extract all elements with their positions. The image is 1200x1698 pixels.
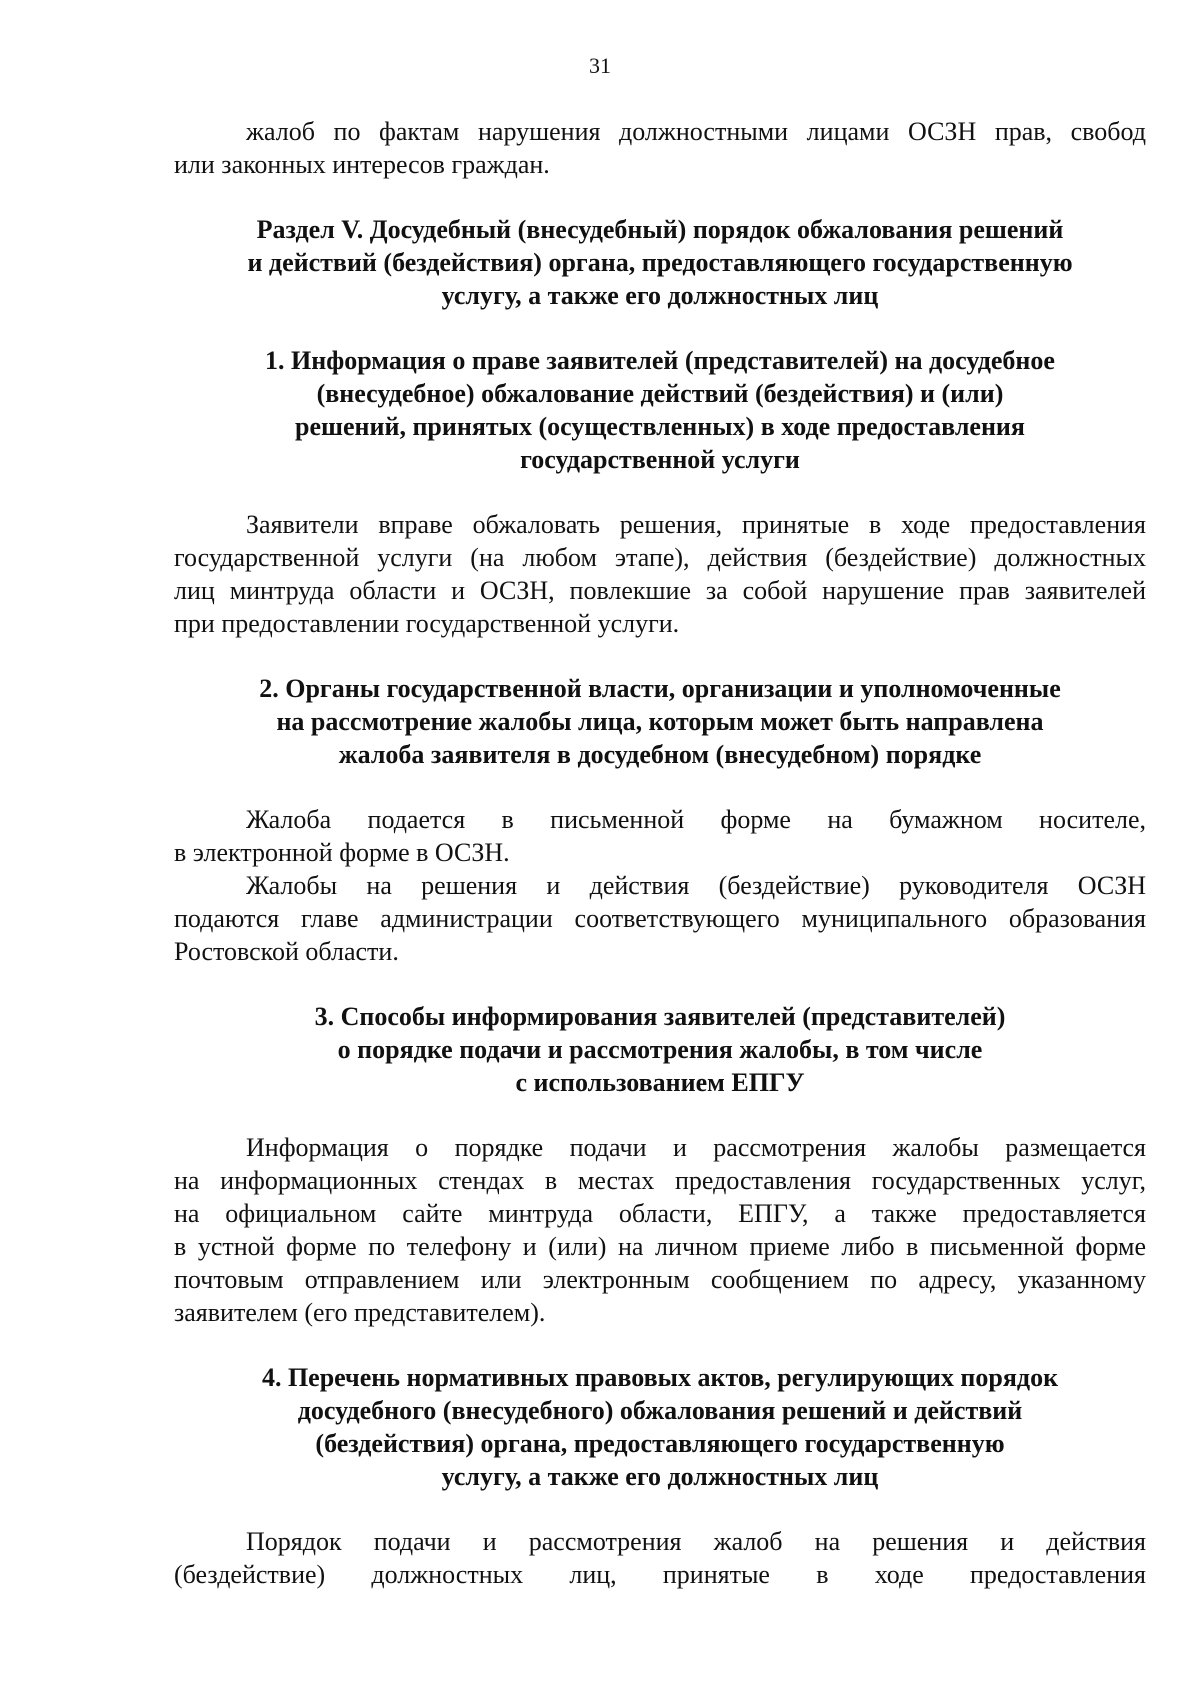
- subsection-title-line: 2. Органы государственной власти, организации и уполномоченные: [259, 674, 1061, 703]
- subsection-title-line: 1. Информация о праве заявителей (представителей) на досудебное: [265, 346, 1055, 375]
- subsection-title-line: 3. Способы информирования заявителей (представителей): [314, 1002, 1006, 1031]
- paragraph-line: Порядок подачи и рассмотрения жалоб на решения и действия: [246, 1527, 1146, 1556]
- subsection-3-paragraph: [174, 1131, 1146, 1329]
- paragraph-line: Жалобы на решения и действия (бездействие) руководителя ОСЗН: [246, 871, 1146, 900]
- document-body: [174, 115, 1146, 1591]
- section-title-line: и действий (бездействия) органа, предоставляющего государственную: [247, 248, 1073, 277]
- paragraph-line: (бездействие) должностных лиц, принятые в ходе предоставления: [174, 1560, 1146, 1589]
- subsection-title-line: государственной услуги: [520, 445, 800, 474]
- subsection-title-line: о порядке подачи и рассмотрения жалобы, в том числе: [337, 1035, 983, 1064]
- subsection-4-title: [174, 1361, 1146, 1493]
- subsection-title-line: (внесудебное) обжалование действий (бездействия) и (или): [316, 379, 1004, 408]
- intro-line-1: жалоб по фактам нарушения должностными лицами ОСЗН прав, свобод: [246, 117, 1146, 146]
- subsection-title-line: досудебного (внесудебного) обжалования решений и действий: [297, 1396, 1023, 1425]
- paragraph-line: в устной форме по телефону и (или) на личном приеме либо в письменной форме: [174, 1232, 1146, 1261]
- subsection-title-line: (бездействия) органа, предоставляющего государственную: [315, 1429, 1005, 1458]
- subsection-title-line: с использованием ЕПГУ: [515, 1068, 805, 1097]
- subsection-4-paragraph: [174, 1525, 1146, 1591]
- subsection-title-line: 4. Перечень нормативных правовых актов, регулирующих порядок: [261, 1363, 1059, 1392]
- subsection-2-title: [174, 672, 1146, 771]
- paragraph-line: на информационных стендах в местах предоставления государственных услуг,: [174, 1166, 1146, 1195]
- paragraph-line: Информация о порядке подачи и рассмотрения жалобы размещается: [246, 1133, 1146, 1162]
- section-title: [174, 213, 1146, 312]
- subsection-title-line: услугу, а также его должностных лиц: [441, 1462, 879, 1491]
- intro-paragraph: [174, 115, 1146, 181]
- paragraph-line: лиц минтруда области и ОСЗН, повлекшие за собой нарушение прав заявителей: [174, 576, 1146, 605]
- section-title-line: Раздел V. Досудебный (внесудебный) порядок обжалования решений: [256, 215, 1064, 244]
- subsection-2-paragraph-1: [174, 803, 1146, 869]
- paragraph-line: подаются главе администрации соответствующего муниципального образования: [174, 904, 1146, 933]
- subsection-title-line: на рассмотрение жалобы лица, которым может быть направлена: [276, 707, 1044, 736]
- section-title-line: услугу, а также его должностных лиц: [441, 281, 879, 310]
- paragraph-line: в электронной форме в ОСЗН.: [174, 838, 510, 867]
- paragraph-line: при предоставлении государственной услуги.: [174, 609, 680, 638]
- paragraph-line: государственной услуги (на любом этапе), действия (бездействие) должностных: [174, 543, 1146, 572]
- page-number: 31: [589, 53, 611, 78]
- intro-line-2: или законных интересов граждан.: [174, 150, 550, 179]
- subsection-1-title: [174, 344, 1146, 476]
- paragraph-line: Жалоба подается в письменной форме на бумажном носителе,: [246, 805, 1146, 834]
- subsection-3-title: [174, 1000, 1146, 1099]
- subsection-title-line: жалоба заявителя в досудебном (внесудебном) порядке: [338, 740, 982, 769]
- paragraph-line: почтовым отправлением или электронным сообщением по адресу, указанному: [174, 1265, 1146, 1294]
- subsection-1-paragraph: [174, 508, 1146, 640]
- paragraph-line: Заявители вправе обжаловать решения, принятые в ходе предоставления: [246, 510, 1146, 539]
- subsection-title-line: решений, принятых (осуществленных) в ходе предоставления: [295, 412, 1025, 441]
- paragraph-line: на официальном сайте минтруда области, ЕПГУ, а также предоставляется: [174, 1199, 1146, 1228]
- paragraph-line: заявителем (его представителем).: [174, 1298, 546, 1327]
- paragraph-line: Ростовской области.: [174, 937, 399, 966]
- subsection-2-paragraph-2: [174, 869, 1146, 968]
